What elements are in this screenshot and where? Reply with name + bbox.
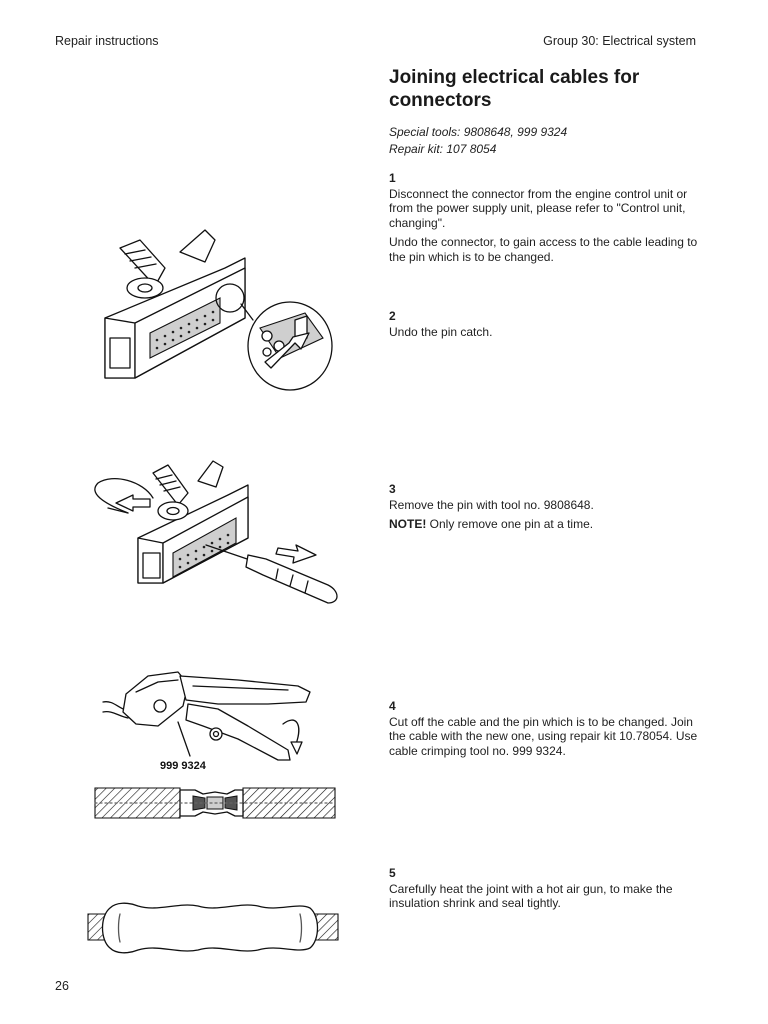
crimp-tool-label: 999 9324 (160, 760, 206, 772)
pin-removal-illustration (88, 453, 348, 608)
splice-cross-section-illustration (95, 782, 335, 824)
step-number: 5 (389, 866, 396, 880)
page-title: Joining electrical cables for connectors (389, 67, 640, 111)
repair-kit-text: Repair kit: 107 8054 (389, 142, 497, 156)
step-4 (389, 699, 709, 763)
step-text: Disconnect the connector from the engine control unit or from the power supply unit, please refer to "Control unit, changing". (389, 186, 688, 230)
step-note (389, 517, 709, 532)
step-number: 1 (389, 171, 396, 185)
step-number: 3 (389, 482, 396, 496)
step-text: Cut off the cable and the pin which is to be changed. Join the cable with the new one, using repair kit 10.78054. Use cable crimping tool no. 999 9324. (389, 714, 698, 758)
note-label: NOTE! (389, 517, 427, 531)
step-2 (389, 309, 709, 344)
note-text: Only remove one pin at a time. (426, 517, 594, 531)
step-text: Undo the pin catch. (389, 324, 493, 339)
page-number: 26 (55, 979, 69, 993)
connector-illustration (95, 228, 345, 413)
tools-block (389, 124, 567, 158)
step-3 (389, 482, 709, 537)
step-text: Remove the pin with tool no. 9808648. (389, 497, 594, 512)
crimping-tool-illustration (98, 664, 338, 774)
heat-shrink-joint-illustration (88, 898, 338, 958)
special-tools-text: Special tools: 9808648, 999 9324 (389, 125, 568, 139)
step-number: 4 (389, 699, 396, 713)
step-1 (389, 171, 709, 269)
step-5 (389, 866, 709, 916)
step-number: 2 (389, 309, 396, 323)
header-section-title: Repair instructions (55, 34, 159, 48)
step-text: Undo the connector, to gain access to the cable leading to the pin which is to be changed. (389, 235, 698, 264)
step-text: Carefully heat the joint with a hot air gun, to make the insulation shrink and seal tightly. (389, 881, 673, 910)
header-group-title: Group 30: Electrical system (543, 34, 696, 48)
